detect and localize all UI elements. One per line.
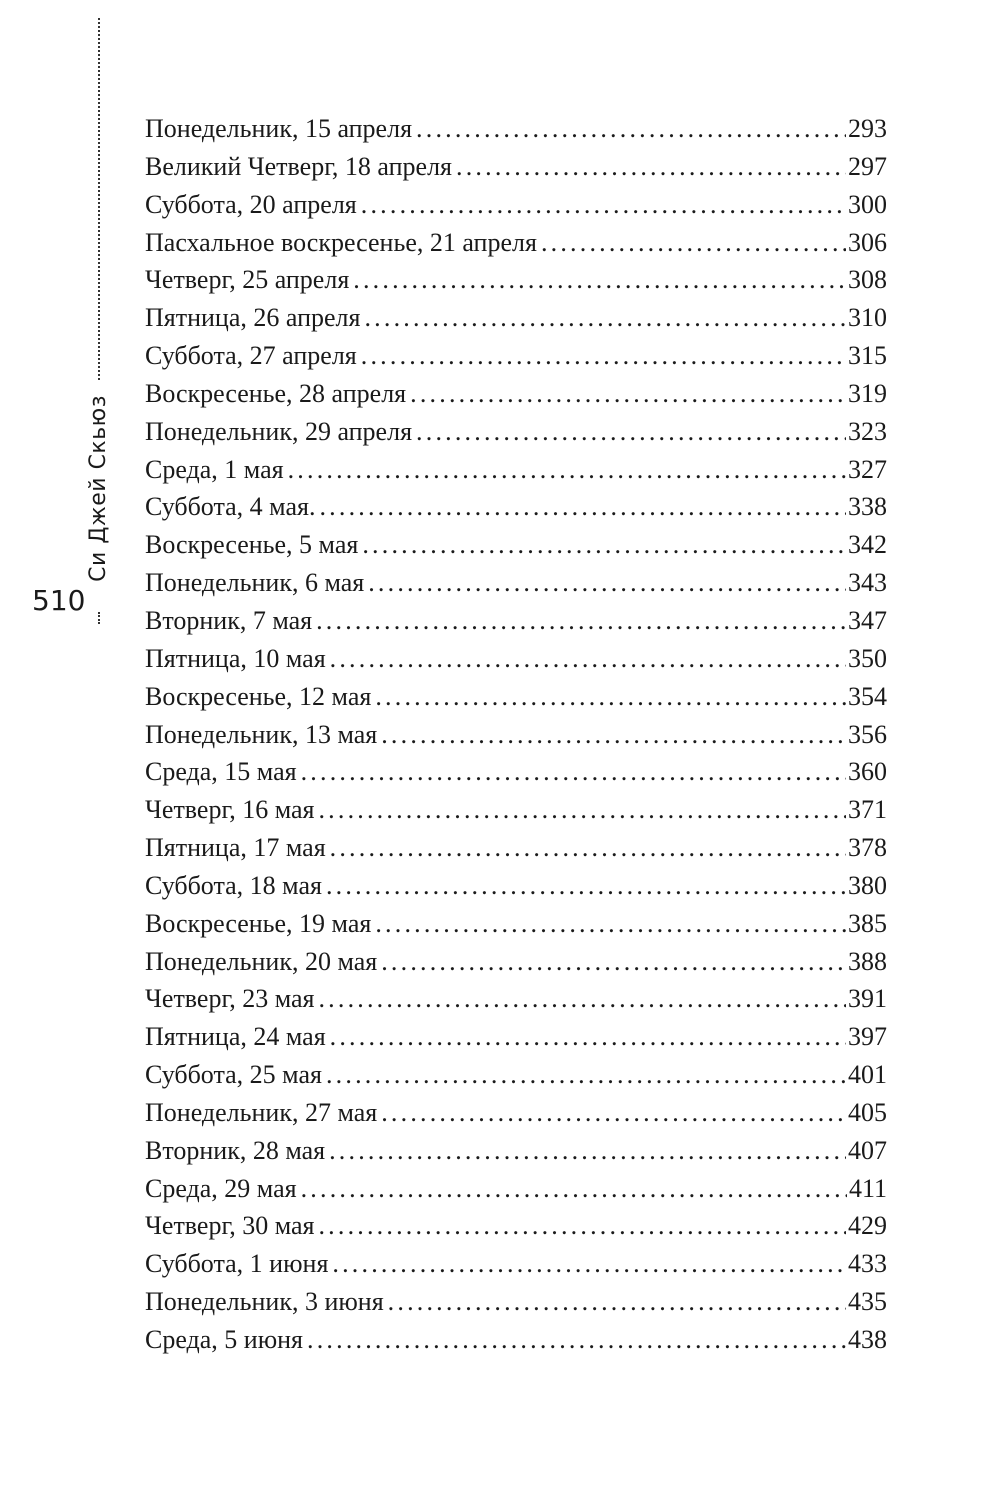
toc-entry bbox=[145, 1321, 887, 1359]
toc-entry-title: Среда, 29 мая bbox=[145, 1173, 297, 1203]
toc-entry-title: Четверг, 25 апреля bbox=[145, 265, 350, 295]
toc-entry bbox=[145, 224, 887, 262]
dot-leader bbox=[301, 753, 846, 791]
toc-entry-page: 429 bbox=[848, 1211, 887, 1241]
toc-entry-title: Понедельник, 20 мая bbox=[145, 946, 378, 976]
toc-entry bbox=[145, 110, 887, 148]
toc-entry-page: 360 bbox=[848, 757, 887, 787]
dot-leader bbox=[388, 1283, 846, 1321]
dot-leader bbox=[288, 451, 846, 489]
toc-entry bbox=[145, 1132, 887, 1170]
toc-entry-title: Вторник, 7 мая bbox=[145, 605, 313, 635]
toc-entry bbox=[145, 1094, 887, 1132]
toc-entry-page: 391 bbox=[848, 984, 887, 1014]
dot-leader bbox=[410, 375, 846, 413]
toc-entry-page: 438 bbox=[848, 1325, 887, 1354]
toc-entry-page: 405 bbox=[848, 1097, 887, 1127]
dot-leader bbox=[332, 1245, 846, 1283]
dot-leader bbox=[364, 299, 846, 337]
margin-dotted-rule-top bbox=[98, 18, 100, 380]
dot-leader bbox=[316, 602, 846, 640]
dot-leader bbox=[361, 337, 846, 375]
page-number: 510 bbox=[32, 584, 86, 617]
toc-entry bbox=[145, 413, 887, 451]
toc-entry-title: Воскресенье, 19 мая bbox=[145, 908, 372, 938]
dot-leader bbox=[375, 905, 846, 943]
running-head-author: Си Джей Скьюз bbox=[85, 394, 111, 582]
toc-entry-page: 297 bbox=[848, 151, 887, 181]
toc-entry-page: 397 bbox=[848, 1022, 887, 1052]
toc-entry bbox=[145, 488, 887, 526]
toc-entry bbox=[145, 1207, 887, 1245]
toc-entry-page: 356 bbox=[848, 719, 887, 749]
toc-entry bbox=[145, 867, 887, 905]
dot-leader bbox=[381, 716, 846, 754]
toc-entry-page: 319 bbox=[848, 378, 887, 408]
dot-leader bbox=[330, 829, 846, 867]
dot-leader bbox=[541, 224, 846, 262]
toc-entry-page: 411 bbox=[848, 1173, 887, 1203]
toc-entry-title: Среда, 15 мая bbox=[145, 757, 297, 787]
dot-leader bbox=[416, 110, 846, 148]
toc-entry-page: 378 bbox=[848, 833, 887, 863]
dot-leader bbox=[368, 564, 846, 602]
toc-entry-title: Воскресенье, 5 мая bbox=[145, 530, 359, 560]
toc-entry-title: Понедельник, 15 апреля bbox=[145, 114, 413, 143]
toc-entry-page: 407 bbox=[848, 1135, 887, 1165]
toc-entry-title: Суббота, 25 мая bbox=[145, 1060, 322, 1090]
toc-entry bbox=[145, 943, 887, 981]
margin-dotted-rule-bottom bbox=[98, 612, 100, 624]
toc-entry-title: Понедельник, 6 мая bbox=[145, 568, 365, 598]
toc-entry bbox=[145, 980, 887, 1018]
dot-leader bbox=[329, 1132, 846, 1170]
dot-leader bbox=[330, 640, 846, 678]
toc-entry-page: 385 bbox=[848, 908, 887, 938]
toc-entry bbox=[145, 678, 887, 716]
toc-entry-page: 310 bbox=[848, 303, 887, 333]
dot-leader bbox=[301, 1170, 847, 1208]
toc-entry bbox=[145, 564, 887, 602]
toc-entry bbox=[145, 791, 887, 829]
toc-entry-title: Суббота, 18 мая bbox=[145, 870, 322, 900]
dot-leader bbox=[307, 1321, 846, 1359]
dot-leader bbox=[381, 1094, 846, 1132]
toc-entry bbox=[145, 1018, 887, 1056]
toc-entry-page: 401 bbox=[848, 1060, 887, 1090]
toc-entry-title: Четверг, 30 мая bbox=[145, 1211, 315, 1241]
toc-entry-page: 315 bbox=[848, 341, 887, 371]
toc-entry bbox=[145, 299, 887, 337]
running-head bbox=[74, 378, 122, 598]
toc-entry-page: 388 bbox=[848, 946, 887, 976]
toc-entry bbox=[145, 640, 887, 678]
toc-entry-page: 371 bbox=[848, 795, 887, 825]
toc-entry-title: Четверг, 16 мая bbox=[145, 795, 315, 825]
toc-entry-title: Пасхальное воскресенье, 21 апреля bbox=[145, 227, 537, 257]
toc-entry bbox=[145, 1056, 887, 1094]
toc-entry-title: Понедельник, 27 мая bbox=[145, 1097, 378, 1127]
toc-entry-title: Пятница, 26 апреля bbox=[145, 303, 361, 333]
toc-entry bbox=[145, 716, 887, 754]
dot-leader bbox=[326, 1056, 846, 1094]
toc-entry-page: 380 bbox=[848, 870, 887, 900]
toc-entry-page: 433 bbox=[848, 1249, 887, 1279]
toc-entry bbox=[145, 905, 887, 943]
toc-entry bbox=[145, 1245, 887, 1283]
toc-entry bbox=[145, 753, 887, 791]
toc-entry bbox=[145, 148, 887, 186]
dot-leader bbox=[319, 488, 846, 526]
toc-entry bbox=[145, 337, 887, 375]
dot-leader bbox=[318, 1207, 846, 1245]
toc-entry-page: 343 bbox=[848, 568, 887, 598]
toc-entry bbox=[145, 1170, 887, 1208]
toc-entry-page: 293 bbox=[848, 114, 887, 143]
toc-entry bbox=[145, 451, 887, 489]
dot-leader bbox=[416, 413, 846, 451]
toc-entry-title: Среда, 5 июня bbox=[145, 1325, 304, 1354]
toc-entry-title: Суббота, 4 мая. bbox=[145, 492, 316, 522]
toc-entry-title: Понедельник, 13 мая bbox=[145, 719, 378, 749]
dot-leader bbox=[456, 148, 846, 186]
toc-entry-title: Среда, 1 мая bbox=[145, 454, 284, 484]
dot-leader bbox=[318, 791, 846, 829]
dot-leader bbox=[381, 943, 846, 981]
toc-entry-page: 354 bbox=[848, 681, 887, 711]
dot-leader bbox=[330, 1018, 846, 1056]
dot-leader bbox=[353, 261, 846, 299]
toc-entry-title: Суббота, 1 июня bbox=[145, 1249, 329, 1279]
toc-entry-title: Пятница, 24 мая bbox=[145, 1022, 326, 1052]
toc-entry-title: Воскресенье, 12 мая bbox=[145, 681, 372, 711]
toc-entry-page: 327 bbox=[848, 454, 887, 484]
toc-entry bbox=[145, 261, 887, 299]
dot-leader bbox=[318, 980, 846, 1018]
toc-entry-page: 323 bbox=[848, 416, 887, 446]
dot-leader bbox=[326, 867, 846, 905]
toc-entry-title: Понедельник, 29 апреля bbox=[145, 416, 413, 446]
table-of-contents bbox=[145, 110, 887, 1359]
toc-entry-page: 350 bbox=[848, 643, 887, 673]
toc-entry-page: 435 bbox=[848, 1287, 887, 1317]
toc-entry-title: Четверг, 23 мая bbox=[145, 984, 315, 1014]
toc-entry-page: 347 bbox=[848, 605, 887, 635]
toc-entry-title: Вторник, 28 мая bbox=[145, 1135, 326, 1165]
toc-entry-title: Суббота, 27 апреля bbox=[145, 341, 357, 371]
toc-entry-page: 306 bbox=[848, 227, 887, 257]
toc-entry bbox=[145, 526, 887, 564]
toc-entry-title: Воскресенье, 28 апреля bbox=[145, 378, 407, 408]
toc-entry-title: Понедельник, 3 июня bbox=[145, 1287, 384, 1317]
toc-entry-title: Пятница, 10 мая bbox=[145, 643, 326, 673]
dot-leader bbox=[375, 678, 846, 716]
dot-leader bbox=[362, 526, 846, 564]
toc-entry-page: 342 bbox=[848, 530, 887, 560]
toc-entry bbox=[145, 829, 887, 867]
toc-entry-page: 338 bbox=[848, 492, 887, 522]
toc-entry bbox=[145, 1283, 887, 1321]
toc-entry-title: Пятница, 17 мая bbox=[145, 833, 326, 863]
toc-entry-page: 300 bbox=[848, 189, 887, 219]
toc-entry-title: Великий Четверг, 18 апреля bbox=[145, 151, 453, 181]
toc-entry bbox=[145, 186, 887, 224]
dot-leader bbox=[361, 186, 846, 224]
toc-entry bbox=[145, 602, 887, 640]
toc-entry-title: Суббота, 20 апреля bbox=[145, 189, 357, 219]
toc-entry-page: 308 bbox=[848, 265, 887, 295]
toc-entry bbox=[145, 375, 887, 413]
